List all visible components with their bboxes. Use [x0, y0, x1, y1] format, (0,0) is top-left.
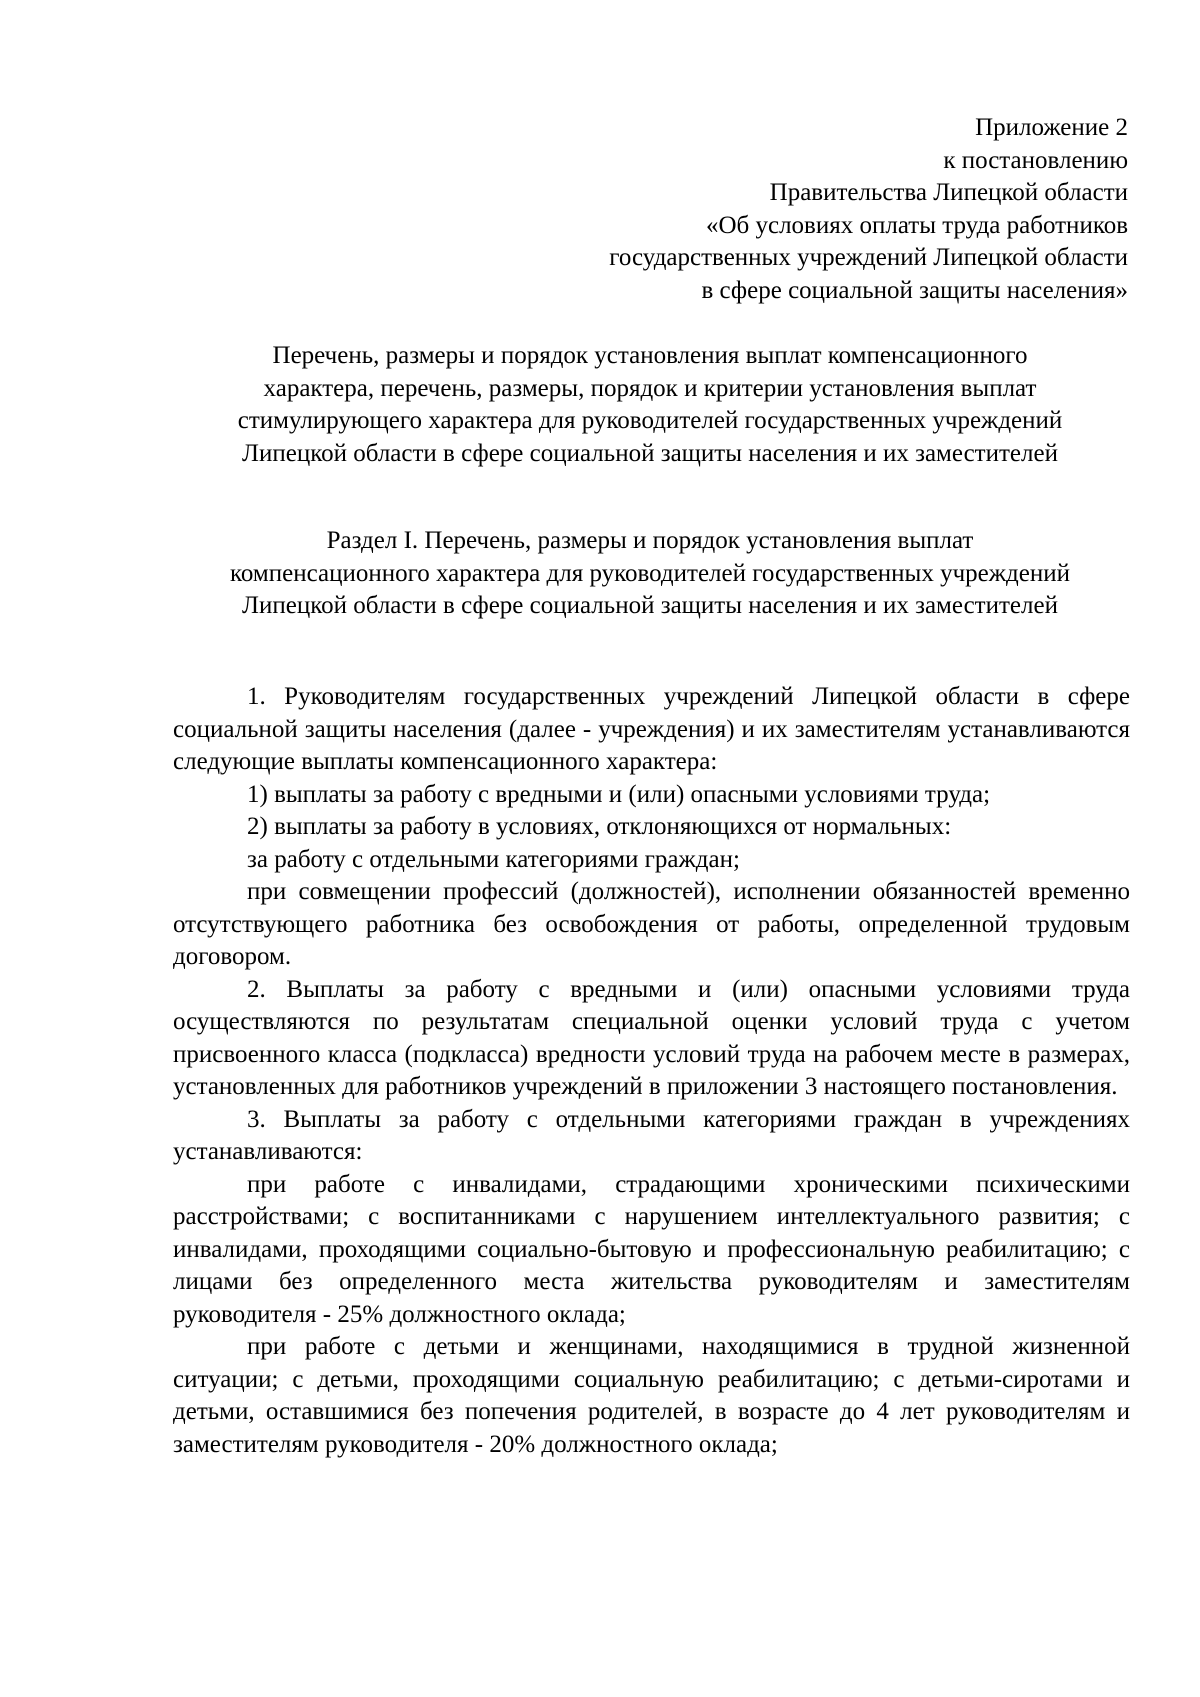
appendix-resolution-title-3: в сфере социальной защиты населения» [701, 276, 1128, 304]
document-title-line: Перечень, размеры и порядок установления выплат компенсационного [272, 342, 1028, 369]
section-title-line: Раздел I. Перечень, размеры и порядок установления выплат [326, 527, 974, 554]
paragraph-item-1: 1. Руководителям государственных учреждений Липецкой области в сфере социальной защиты населения (далее - учреждения) и их заместителям устанавливаются следующие выплаты компенсационного характера: [173, 683, 1130, 775]
section-title [170, 525, 1130, 623]
appendix-resolution-title-1: «Об условиях оплаты труда работников [705, 211, 1128, 239]
document-title-line: Липецкой области в сфере социальной защиты населения и их заместителей [242, 439, 1058, 467]
document-title [170, 340, 1130, 470]
section-title-line: компенсационного характера для руководителей государственных учреждений [230, 559, 1070, 587]
appendix-reference: к постановлению [943, 146, 1128, 174]
paragraph-item-3: 3. Выплаты за работу с отдельными категориями граждан в учреждениях устанавливаются: [173, 1105, 1130, 1165]
paragraph-subitem-combining: при совмещении профессий (должностей), исполнении обязанностей временно отсутствующего работника без освобождения от работы, определенной трудовым договором. [173, 878, 1130, 970]
section-title-line: Липецкой области в сфере социальной защиты населения и их заместителей [242, 592, 1058, 619]
appendix-header [428, 112, 1128, 307]
document-body [173, 681, 1130, 1461]
paragraph-subitem-categories: за работу с отдельными категориями граждан; [247, 845, 740, 873]
document-title-line: стимулирующего характера для руководителей государственных учреждений [237, 407, 1063, 434]
appendix-resolution-title-2: государственных учреждений Липецкой области [609, 244, 1128, 271]
document-title-line: характера, перечень, размеры, порядок и критерии установления выплат [263, 374, 1037, 402]
paragraph-subitem-1: 1) выплаты за работу с вредными и (или) опасными условиями труда; [247, 780, 991, 808]
appendix-number: Приложение 2 [975, 114, 1128, 141]
paragraph-item-2: 2. Выплаты за работу с вредными и (или) опасными условиями труда осуществляются по результатам специальной оценки условий труда с учетом присвоенного класса (подкласса) вредности условий труда на рабочем месте в размерах, установленных для работников учреждений в приложении 3 настоящего постановления. [173, 975, 1130, 1100]
paragraph-rate-20: при работе с детьми и женщинами, находящимися в трудной жизненной ситуации; с детьми, проходящими социальную реабилитацию; с детьми-сиротами и детьми, оставшимися без попечения родителей, в возрасте до 4 лет руководителям и заместителям руководителя - 20% должностного оклада; [173, 1333, 1130, 1458]
paragraph-subitem-2: 2) выплаты за работу в условиях, отклоняющихся от нормальных: [247, 813, 952, 840]
appendix-issuer: Правительства Липецкой области [769, 179, 1128, 206]
paragraph-rate-25: при работе с инвалидами, страдающими хроническими психическими расстройствами; с воспитанниками с нарушением интеллектуального развития; с инвалидами, проходящими социально-бытовую и профессиональную реабилитацию; с лицами без определенного места жительства руководителям и заместителям руководителя - 25% должностного оклада; [173, 1170, 1130, 1328]
